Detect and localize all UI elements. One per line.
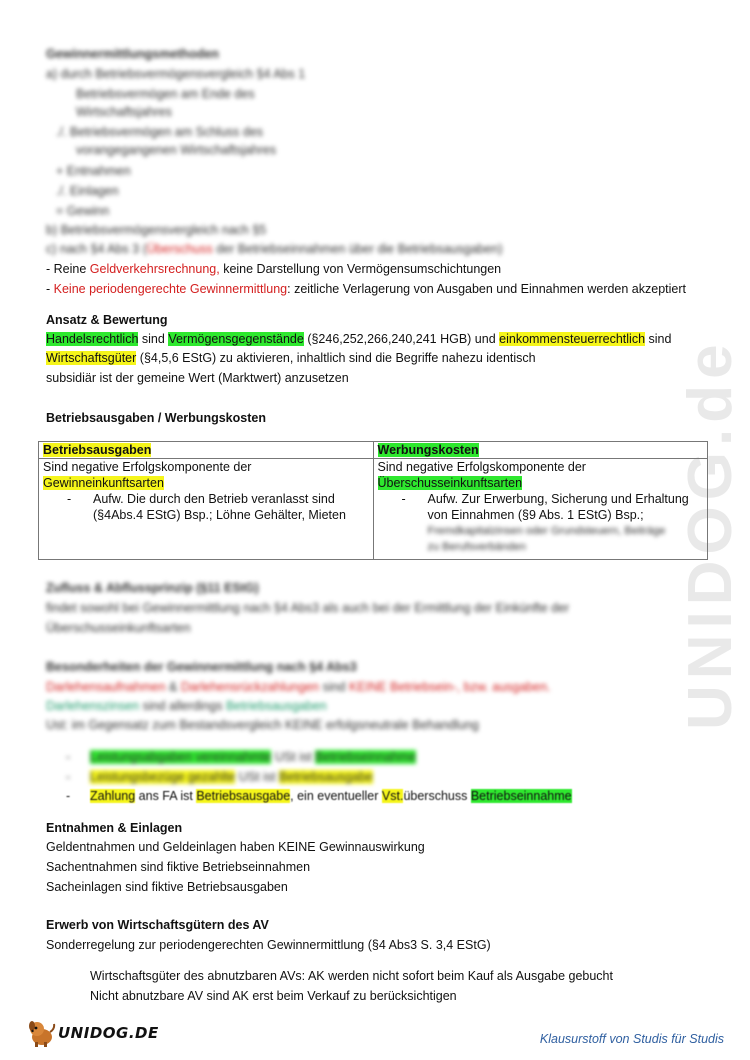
text-line: Sonderregelung zur periodengerechten Gewinnermittlung (§4 Abs3 S. 3,4 EStG) — [46, 938, 491, 952]
section-heading: Ansatz & Bewertung — [46, 313, 168, 327]
blurred-line: findet sowohl bei Gewinnermittlung nach §4 Abs3 als auch bei der Ermittlung der Einkünfte der — [46, 601, 570, 615]
blurred-line: Darlehenszinsen sind allerdings Betriebsausgaben — [46, 699, 327, 713]
blurred-heading: Zufluss & Abflussprinzip (§11 EStG) — [46, 581, 259, 595]
logo-text: UNIDOG.DE — [58, 1024, 159, 1042]
blurred-line: + Entnahmen — [56, 164, 131, 178]
comparison-table — [38, 441, 708, 560]
blurred-heading: Gewinnermittlungsmethoden — [46, 47, 219, 61]
table-cell: Sind negative Erfolgskomponente der Gewinneinkunftsarten - Aufw. Die durch den Betrieb veranlasst sind (§4Abs.4 EStG) Bsp.; Löhne Gehälter, Mieten — [39, 459, 374, 560]
blurred-line: Betriebsvermögen am Ende des — [76, 87, 255, 101]
table-row — [39, 459, 708, 560]
blurred-line: Ust: im Gegensatz zum Bestandsvergleich KEINE erfolgsneutrale Behandlung — [46, 718, 479, 732]
text-line: subsidiär ist der gemeine Wert (Marktwert) anzusetzen — [46, 371, 349, 385]
blurred-line: a) durch Betriebsvermögensvergleich §4 Abs 1 — [46, 67, 306, 81]
blurred-line: Wirtschaftsjahres — [76, 105, 172, 119]
blurred-line: - Leistungsabgaben vereinnahmte USt ist Betriebseinnahme — [66, 750, 416, 764]
text-line: Geldentnahmen und Geldeinlagen haben KEINE Gewinnauswirkung — [46, 840, 425, 854]
text-line: Sacheinlagen sind fiktive Betriebsausgaben — [46, 880, 288, 894]
section-heading: Erwerb von Wirtschaftsgütern des AV — [46, 918, 269, 932]
blurred-line: = Gewinn — [56, 204, 110, 218]
blurred-line: Überschusseinkunftsarten — [46, 621, 191, 635]
table-header-cell: Werbungskosten — [373, 442, 708, 459]
footer-tagline: Klausurstoff von Studis für Studis — [539, 1032, 724, 1046]
table-header-cell: Betriebsausgaben — [39, 442, 374, 459]
text-line: - Reine Geldverkehrsrechnung, keine Darstellung von Vermögensumschichtungen — [46, 262, 502, 276]
blurred-heading: Besonderheiten der Gewinnermittlung nach §4 Abs3 — [46, 660, 357, 674]
text-line: - Keine periodengerechte Gewinnermittlung: zeitliche Verlagerung von Ausgaben und Einnahmen werden akzeptiert — [46, 282, 687, 296]
text-line: Sachentnahmen sind fiktive Betriebseinnahmen — [46, 860, 311, 874]
table-cell: Sind negative Erfolgskomponente der Überschusseinkunftsarten - Aufw. Zur Erwerbung, Sicherung und Erhaltung von Einnahmen (§9 Abs. 1 EStG) Bsp.; Fremdkapitalzinsen oder Grundsteuern, Beiträge zu Berufsverbänden — [373, 459, 708, 560]
text-line: Wirtschaftsgüter (§4,5,6 EStG) zu aktivieren, inhaltlich sind die Begriffe nahezu identisch — [46, 351, 536, 365]
blurred-line: ./. Betriebsvermögen am Schluss des — [56, 125, 264, 139]
text-line: Nicht abnutzbare AV sind AK erst beim Verkauf zu berücksichtigen — [90, 989, 457, 1003]
dog-mascot-icon — [26, 1018, 56, 1048]
section-heading: Entnahmen & Einlagen — [46, 821, 183, 835]
blurred-line: - Leistungsbezüge gezahlte USt ist Betriebsausgabe — [66, 770, 373, 784]
blurred-line: ./. Einlagen — [56, 184, 119, 198]
section-heading: Betriebsausgaben / Werbungskosten — [46, 411, 266, 425]
table-header-row — [39, 442, 708, 459]
text-line: - Zahlung ans FA ist Betriebsausgabe, ein eventueller Vst.überschuss Betriebseinnahme — [66, 789, 572, 803]
text-line: Wirtschaftsgüter des abnutzbaren AVs: AK werden nicht sofort beim Kauf als Ausgabe gebucht — [90, 969, 613, 983]
blurred-line: b) Betriebsvermögensvergleich nach §5 — [46, 223, 267, 237]
watermark: UNIDOG.de — [676, 338, 745, 730]
blurred-line: vorangegangenen Wirtschaftsjahres — [76, 143, 277, 157]
unidog-logo — [26, 1018, 159, 1048]
blurred-line: Darlehensaufnahmen & Darlehensrückzahlungen sind KEINE Betriebsein-, bzw. ausgaben. — [46, 680, 551, 694]
text-line: Handelsrechtlich sind Vermögensgegenstände (§246,252,266,240,241 HGB) und einkommensteuerrechtlich sind — [46, 332, 672, 346]
blurred-line: c) nach §4 Abs 3 (Überschuss der Betriebseinnahmen über die Betriebsausgaben) — [46, 242, 503, 256]
